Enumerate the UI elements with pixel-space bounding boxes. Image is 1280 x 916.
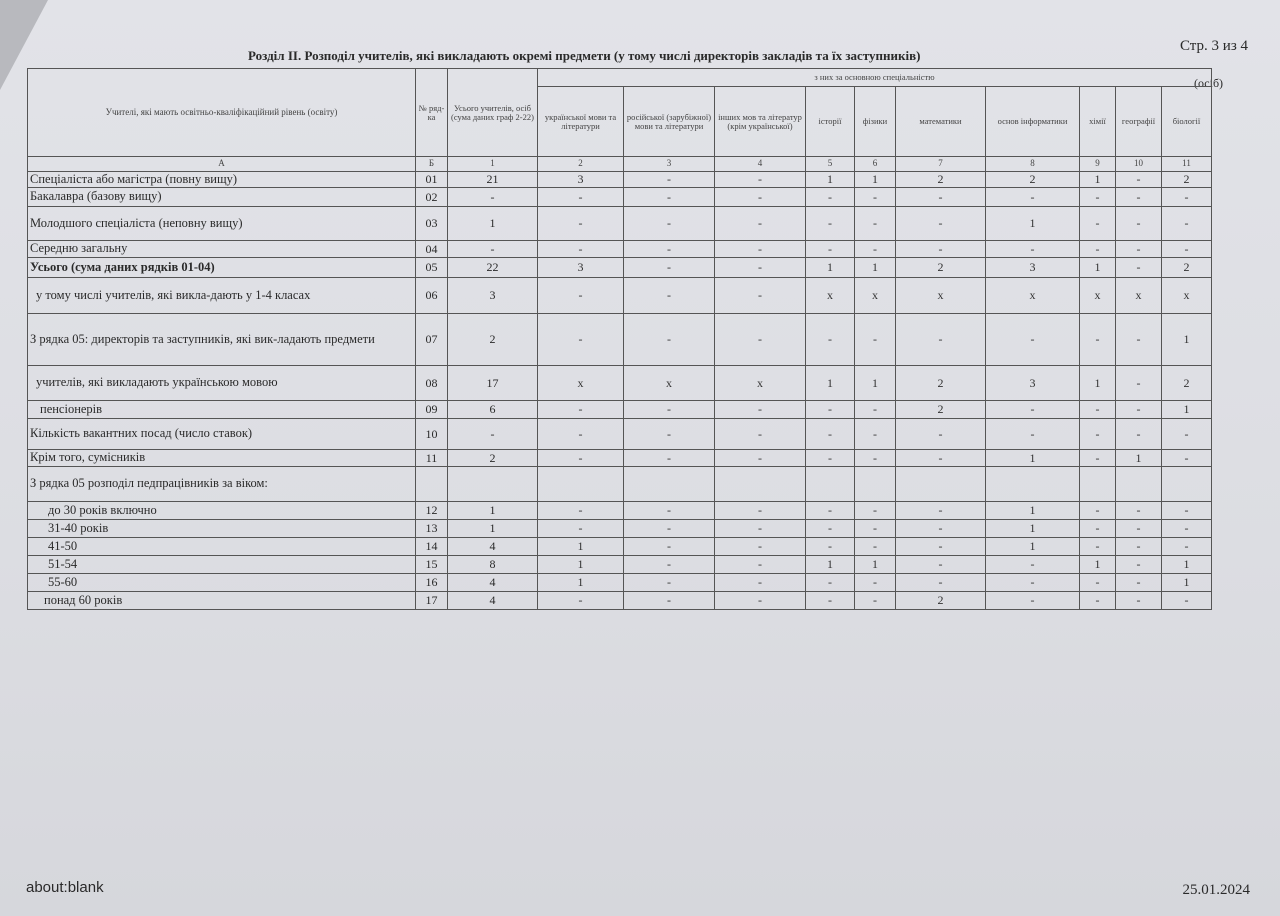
cell-value: -	[896, 419, 986, 450]
cell-value: 1	[986, 450, 1080, 467]
cell-value	[715, 467, 806, 502]
row-number: 16	[416, 574, 448, 592]
cell-value: -	[715, 258, 806, 278]
cell-value: -	[624, 538, 715, 556]
header-col-1: Усього учителів, осіб (сума даних граф 2-22)	[448, 69, 538, 157]
table-row	[28, 207, 1212, 241]
row-number: 12	[416, 502, 448, 520]
cell-value: 1	[855, 172, 896, 188]
cell-value: -	[715, 401, 806, 419]
cell-value: -	[1080, 401, 1116, 419]
cell-value: -	[986, 556, 1080, 574]
cell-value: -	[986, 419, 1080, 450]
cell-value: 2	[1162, 258, 1212, 278]
cell-value: -	[538, 278, 624, 314]
table-row	[28, 592, 1212, 610]
cell-value: -	[1116, 314, 1162, 366]
cell-value: -	[715, 502, 806, 520]
row-total: 2	[448, 314, 538, 366]
cell-value: 3	[986, 258, 1080, 278]
cell-value: -	[624, 207, 715, 241]
row-label: до 30 років включно	[28, 502, 416, 520]
header-col-b: № ряд-ка	[416, 69, 448, 157]
cell-value: -	[538, 592, 624, 610]
cell-value: -	[538, 314, 624, 366]
cell-value: 1	[1080, 366, 1116, 401]
table-row	[28, 574, 1212, 592]
cell-value: 2	[896, 592, 986, 610]
cell-value: -	[855, 188, 896, 207]
cell-value: 1	[806, 366, 855, 401]
row-total: 4	[448, 538, 538, 556]
cell-value: -	[1162, 419, 1212, 450]
cell-value: -	[1080, 502, 1116, 520]
row-label: З рядка 05 розподіл педпрацівників за віком:	[28, 467, 416, 502]
cell-value: -	[624, 314, 715, 366]
row-number: 13	[416, 520, 448, 538]
row-number: 01	[416, 172, 448, 188]
table-row	[28, 419, 1212, 450]
cell-value: -	[1116, 172, 1162, 188]
cell-value: -	[538, 520, 624, 538]
cell-value: -	[538, 207, 624, 241]
cell-value: -	[1162, 241, 1212, 258]
cell-value: -	[806, 502, 855, 520]
column-index: 1	[448, 157, 538, 172]
row-number: 03	[416, 207, 448, 241]
cell-value: 1	[1116, 450, 1162, 467]
cell-value: -	[624, 241, 715, 258]
cell-value: -	[624, 258, 715, 278]
cell-value: -	[806, 520, 855, 538]
cell-value: -	[1116, 207, 1162, 241]
cell-value: -	[896, 241, 986, 258]
cell-value: x	[1080, 278, 1116, 314]
row-number: 14	[416, 538, 448, 556]
cell-value: -	[1080, 419, 1116, 450]
row-label: З рядка 05: директорів та заступників, які вик-ладають предмети	[28, 314, 416, 366]
cell-value: 1	[1162, 574, 1212, 592]
cell-value: 1	[806, 258, 855, 278]
cell-value: 1	[806, 172, 855, 188]
row-total: 21	[448, 172, 538, 188]
cell-value: 1	[1162, 556, 1212, 574]
row-label: понад 60 років	[28, 592, 416, 610]
row-number: 11	[416, 450, 448, 467]
row-label: у тому числі учителів, які викла-дають у 1-4 класах	[28, 278, 416, 314]
cell-value: -	[1116, 574, 1162, 592]
cell-value: x	[855, 278, 896, 314]
cell-value	[624, 467, 715, 502]
table-row	[28, 172, 1212, 188]
table-row	[28, 467, 1212, 502]
row-number: 02	[416, 188, 448, 207]
cell-value: 1	[855, 556, 896, 574]
cell-value: -	[855, 592, 896, 610]
column-index: 3	[624, 157, 715, 172]
cell-value: 1	[806, 556, 855, 574]
cell-value: -	[806, 314, 855, 366]
cell-value: -	[1116, 241, 1162, 258]
row-label: Усього (сума даних рядків 01-04)	[28, 258, 416, 278]
table-row	[28, 538, 1212, 556]
cell-value: -	[538, 188, 624, 207]
cell-value: -	[1080, 207, 1116, 241]
column-index: А	[28, 157, 416, 172]
row-label: Спеціаліста або магістра (повну вищу)	[28, 172, 416, 188]
cell-value: -	[806, 401, 855, 419]
table-row	[28, 258, 1212, 278]
cell-value: 2	[896, 366, 986, 401]
row-total: 17	[448, 366, 538, 401]
cell-value: 2	[1162, 172, 1212, 188]
row-number: 04	[416, 241, 448, 258]
cell-value: 1	[855, 366, 896, 401]
cell-value: -	[1116, 520, 1162, 538]
cell-value: x	[806, 278, 855, 314]
cell-value	[806, 467, 855, 502]
cell-value: x	[624, 366, 715, 401]
row-total: -	[448, 188, 538, 207]
row-total: 1	[448, 207, 538, 241]
row-label: Молодшого спеціаліста (неповну вищу)	[28, 207, 416, 241]
cell-value: -	[538, 502, 624, 520]
cell-value: -	[1116, 188, 1162, 207]
row-total: 1	[448, 502, 538, 520]
cell-value: -	[855, 520, 896, 538]
cell-value: -	[715, 450, 806, 467]
cell-value: -	[1116, 401, 1162, 419]
cell-value: -	[855, 419, 896, 450]
cell-value: -	[1080, 241, 1116, 258]
cell-value: -	[715, 241, 806, 258]
cell-value: 2	[896, 401, 986, 419]
cell-value	[855, 467, 896, 502]
cell-value: -	[624, 401, 715, 419]
cell-value: -	[624, 574, 715, 592]
row-total: 6	[448, 401, 538, 419]
cell-value: -	[538, 450, 624, 467]
row-number: 05	[416, 258, 448, 278]
row-number: 08	[416, 366, 448, 401]
row-total: 3	[448, 278, 538, 314]
cell-value: 3	[538, 258, 624, 278]
cell-value: -	[624, 520, 715, 538]
cell-value: -	[1116, 258, 1162, 278]
cell-value	[1162, 467, 1212, 502]
cell-value: -	[715, 278, 806, 314]
cell-value: -	[855, 538, 896, 556]
cell-value: -	[1080, 574, 1116, 592]
cell-value: -	[1116, 538, 1162, 556]
cell-value: -	[715, 188, 806, 207]
row-label: 41-50	[28, 538, 416, 556]
row-number: 15	[416, 556, 448, 574]
cell-value: -	[715, 172, 806, 188]
cell-value: -	[986, 188, 1080, 207]
cell-value: 1	[855, 258, 896, 278]
cell-value: -	[896, 502, 986, 520]
cell-value: -	[896, 207, 986, 241]
footer-date: 25.01.2024	[1182, 882, 1250, 898]
column-index: 5	[806, 157, 855, 172]
cell-value: -	[806, 241, 855, 258]
header-subject-group: з них за основною спеціальністю	[538, 69, 1212, 87]
cell-value: 1	[986, 502, 1080, 520]
column-index: 10	[1116, 157, 1162, 172]
cell-value	[1080, 467, 1116, 502]
cell-value: -	[896, 556, 986, 574]
cell-value: 2	[896, 258, 986, 278]
row-total: 8	[448, 556, 538, 574]
cell-value: 3	[986, 366, 1080, 401]
cell-value: -	[896, 574, 986, 592]
row-number	[416, 467, 448, 502]
table-row	[28, 556, 1212, 574]
table-row	[28, 401, 1212, 419]
cell-value: -	[624, 502, 715, 520]
cell-value: -	[986, 314, 1080, 366]
cell-value: -	[855, 450, 896, 467]
table-row	[28, 520, 1212, 538]
row-number: 17	[416, 592, 448, 610]
cell-value: -	[806, 538, 855, 556]
row-label: 51-54	[28, 556, 416, 574]
row-total	[448, 467, 538, 502]
page-number: Стр. 3 из 4	[1180, 38, 1248, 54]
header-subject: історії	[806, 87, 855, 157]
cell-value: -	[1162, 188, 1212, 207]
cell-value	[986, 467, 1080, 502]
column-index: 9	[1080, 157, 1116, 172]
cell-value: -	[986, 401, 1080, 419]
cell-value: -	[806, 419, 855, 450]
cell-value: -	[624, 188, 715, 207]
cell-value: -	[715, 207, 806, 241]
table-row	[28, 450, 1212, 467]
cell-value: -	[896, 314, 986, 366]
cell-value: -	[1116, 502, 1162, 520]
cell-value: -	[1162, 592, 1212, 610]
cell-value: 2	[896, 172, 986, 188]
cell-value: -	[1080, 592, 1116, 610]
cell-value: 2	[986, 172, 1080, 188]
cell-value: -	[896, 450, 986, 467]
row-label: 31-40 років	[28, 520, 416, 538]
cell-value: -	[624, 172, 715, 188]
cell-value: -	[806, 188, 855, 207]
column-index: 8	[986, 157, 1080, 172]
header-subject: інших мов та літератур (крім української)	[715, 87, 806, 157]
table-row	[28, 366, 1212, 401]
cell-value: 1	[538, 574, 624, 592]
row-label: Середню загальну	[28, 241, 416, 258]
row-total: 4	[448, 592, 538, 610]
row-total: 4	[448, 574, 538, 592]
cell-value: x	[1162, 278, 1212, 314]
footer-url: about:blank	[26, 879, 104, 896]
cell-value	[1116, 467, 1162, 502]
cell-value: -	[715, 556, 806, 574]
cell-value: -	[1162, 502, 1212, 520]
row-total: 2	[448, 450, 538, 467]
section-title: Розділ II. Розподіл учителів, які викладають окремі предмети (у тому числі директорів закладів та їх заступників)	[248, 48, 921, 63]
cell-value	[896, 467, 986, 502]
row-number: 10	[416, 419, 448, 450]
cell-value: -	[1116, 556, 1162, 574]
cell-value: -	[1162, 538, 1212, 556]
header-subject: математики	[896, 87, 986, 157]
cell-value: -	[986, 592, 1080, 610]
cell-value: -	[1162, 450, 1212, 467]
table-row	[28, 241, 1212, 258]
cell-value: -	[1080, 450, 1116, 467]
table-row	[28, 278, 1212, 314]
cell-value: -	[715, 592, 806, 610]
cell-value: -	[1116, 592, 1162, 610]
cell-value: -	[1116, 366, 1162, 401]
column-index: 11	[1162, 157, 1212, 172]
cell-value: 1	[1162, 314, 1212, 366]
table-row	[28, 502, 1212, 520]
cell-value: -	[715, 574, 806, 592]
cell-value: -	[986, 241, 1080, 258]
cell-value: -	[896, 538, 986, 556]
cell-value: -	[624, 592, 715, 610]
cell-value: x	[715, 366, 806, 401]
column-index: 4	[715, 157, 806, 172]
row-number: 07	[416, 314, 448, 366]
cell-value: -	[1080, 188, 1116, 207]
cell-value: 2	[1162, 366, 1212, 401]
cell-value: 1	[986, 538, 1080, 556]
column-index: 2	[538, 157, 624, 172]
header-subject: географії	[1116, 87, 1162, 157]
cell-value: -	[855, 401, 896, 419]
cell-value: x	[896, 278, 986, 314]
cell-value: -	[1080, 538, 1116, 556]
cell-value: -	[1116, 419, 1162, 450]
column-index: 7	[896, 157, 986, 172]
header-subject: хімії	[1080, 87, 1116, 157]
cell-value: -	[715, 520, 806, 538]
cell-value: 1	[1080, 172, 1116, 188]
cell-value: 1	[1080, 258, 1116, 278]
cell-value: 1	[986, 207, 1080, 241]
header-subject: біології	[1162, 87, 1212, 157]
row-total: -	[448, 241, 538, 258]
cell-value: -	[1162, 520, 1212, 538]
cell-value: 1	[538, 556, 624, 574]
cell-value: -	[624, 419, 715, 450]
header-subject: основ інформатики	[986, 87, 1080, 157]
header-subject: російської (зарубіжної) мови та літератури	[624, 87, 715, 157]
statistics-table	[27, 68, 1212, 610]
row-label: Крім того, сумісників	[28, 450, 416, 467]
table-row	[28, 314, 1212, 366]
header-col-a: Учителі, які мають освітньо-кваліфікаційний рівень (освіту)	[28, 69, 416, 157]
column-index: 6	[855, 157, 896, 172]
cell-value: -	[855, 574, 896, 592]
cell-value: -	[538, 401, 624, 419]
row-total: 22	[448, 258, 538, 278]
cell-value: 1	[1080, 556, 1116, 574]
cell-value: -	[1080, 520, 1116, 538]
cell-value: -	[855, 241, 896, 258]
cell-value	[538, 467, 624, 502]
header-subject: фізики	[855, 87, 896, 157]
cell-value: -	[715, 419, 806, 450]
cell-value: -	[1080, 314, 1116, 366]
row-label: Бакалавра (базову вищу)	[28, 188, 416, 207]
cell-value: 1	[1162, 401, 1212, 419]
cell-value: 1	[986, 520, 1080, 538]
row-label: 55-60	[28, 574, 416, 592]
table-row	[28, 188, 1212, 207]
cell-value: -	[855, 207, 896, 241]
row-total: -	[448, 419, 538, 450]
cell-value: -	[538, 419, 624, 450]
header-subject: української мови та літератури	[538, 87, 624, 157]
header-row-top	[28, 69, 1212, 87]
column-index-row	[28, 157, 1212, 172]
cell-value: -	[806, 450, 855, 467]
cell-value: -	[715, 538, 806, 556]
row-total: 1	[448, 520, 538, 538]
cell-value: -	[806, 207, 855, 241]
cell-value: 3	[538, 172, 624, 188]
cell-value: -	[624, 278, 715, 314]
cell-value: -	[624, 450, 715, 467]
cell-value: 1	[538, 538, 624, 556]
row-number: 09	[416, 401, 448, 419]
row-label: Кількість вакантних посад (число ставок)	[28, 419, 416, 450]
cell-value: -	[715, 314, 806, 366]
cell-value: x	[538, 366, 624, 401]
cell-value: -	[538, 241, 624, 258]
cell-value: -	[806, 574, 855, 592]
cell-value: -	[624, 556, 715, 574]
cell-value: x	[1116, 278, 1162, 314]
column-index: Б	[416, 157, 448, 172]
row-label: пенсіонерів	[28, 401, 416, 419]
cell-value: -	[896, 520, 986, 538]
row-number: 06	[416, 278, 448, 314]
cell-value: -	[1162, 207, 1212, 241]
cell-value: -	[855, 314, 896, 366]
cell-value: x	[986, 278, 1080, 314]
cell-value: -	[855, 502, 896, 520]
cell-value: -	[986, 574, 1080, 592]
cell-value: -	[896, 188, 986, 207]
cell-value: -	[806, 592, 855, 610]
units-label: (осіб)	[1194, 76, 1224, 90]
row-label: учителів, які викладають українською мовою	[28, 366, 416, 401]
